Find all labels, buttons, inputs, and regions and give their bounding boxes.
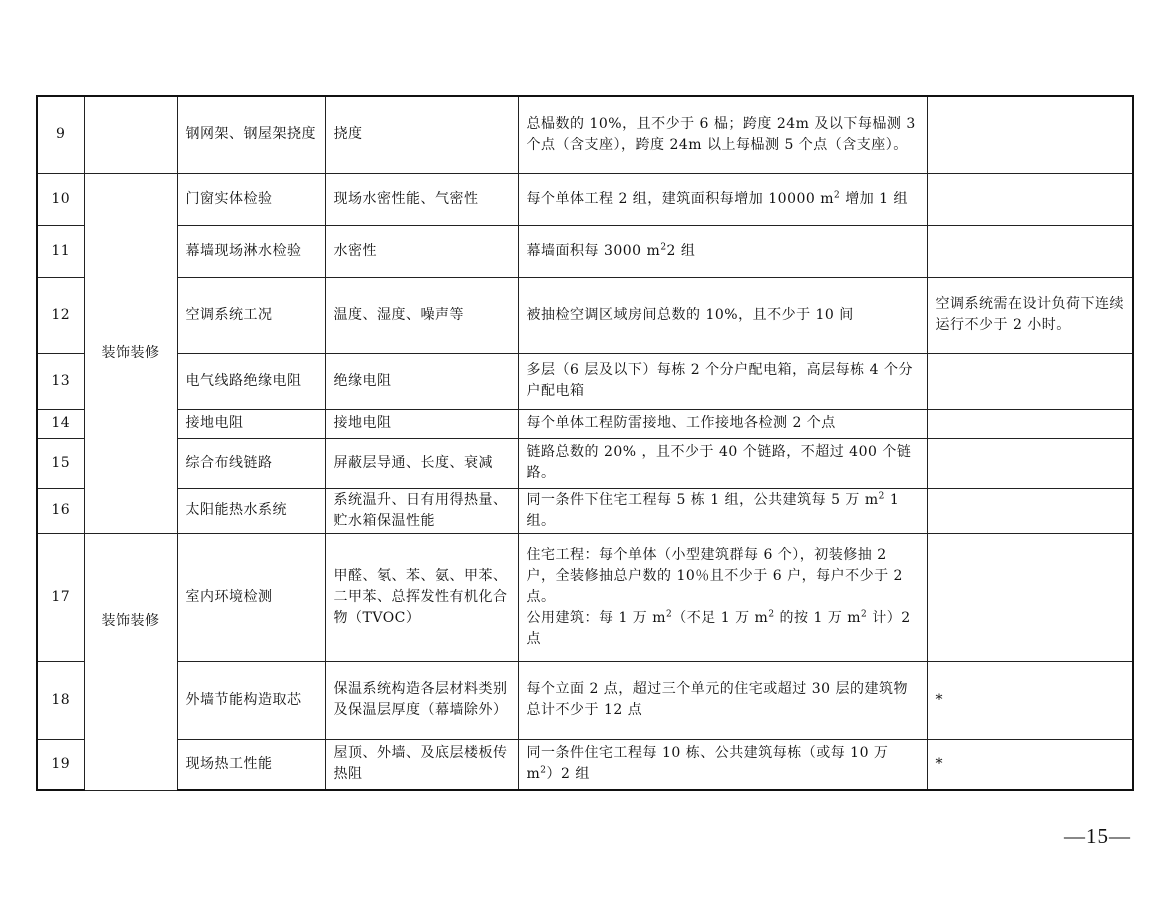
row-number: 14 [37,409,84,438]
table-row [37,438,1133,488]
table-row [37,173,1133,225]
parameter-cell: 接地电阻 [325,409,518,438]
note-cell [927,353,1133,409]
parameter-cell: 现场水密性能、气密性 [325,173,518,225]
inspection-table [36,95,1134,791]
row-number: 15 [37,438,84,488]
item-cell: 现场热工性能 [177,739,325,790]
row-number: 17 [37,533,84,661]
table-row [37,533,1133,661]
table-row [37,353,1133,409]
note-cell [927,173,1133,225]
row-number: 16 [37,488,84,533]
category-cell [84,96,177,173]
table-row [37,409,1133,438]
quantity-cell: 住宅工程：每个单体（小型建筑群每 6 个），初装修抽 2 户，全装修抽总户数的 10％且不少于 6 户，每户不少于 2 点。 公用建筑：每 1 万 $m^2$（不足 1 万 $m^2$ 的按 1 万 $m^2$ 计）2 点 [518,533,927,661]
quantity-cell: 被抽检空调区域房间总数的 10%，且不少于 10 间 [518,277,927,353]
row-number: 19 [37,739,84,790]
note-cell [927,438,1133,488]
item-cell: 钢网架、钢屋架挠度 [177,96,325,173]
category-cell: 装饰装修 [84,173,177,533]
table-row [37,225,1133,277]
row-number: 12 [37,277,84,353]
item-cell: 室内环境检测 [177,533,325,661]
row-number: 13 [37,353,84,409]
item-cell: 门窗实体检验 [177,173,325,225]
table-row [37,661,1133,739]
table-row [37,277,1133,353]
item-cell: 综合布线链路 [177,438,325,488]
parameter-cell: 挠度 [325,96,518,173]
parameter-cell: 水密性 [325,225,518,277]
table-row [37,488,1133,533]
quantity-cell: 幕墙面积每 3000 $m^22$ 组 [518,225,927,277]
quantity-cell: 链路总数的 20% ，且不少于 40 个链路，不超过 400 个链路。 [518,438,927,488]
table-row [37,739,1133,790]
note-cell: 空调系统需在设计负荷下连续运行不少于 2 小时。 [927,277,1133,353]
parameter-cell: 保温系统构造各层材料类别及保温层厚度（幕墙除外） [325,661,518,739]
note-cell: * [927,661,1133,739]
parameter-cell: 温度、湿度、噪声等 [325,277,518,353]
quantity-cell: 每个立面 2 点，超过三个单元的住宅或超过 30 层的建筑物总计不少于 12 点 [518,661,927,739]
quantity-cell: 多层（6 层及以下）每栋 2 个分户配电箱，高层每栋 4 个分户配电箱 [518,353,927,409]
item-cell: 太阳能热水系统 [177,488,325,533]
row-number: 9 [37,96,84,173]
page-number: —15— [1064,824,1131,848]
row-number: 18 [37,661,84,739]
item-cell: 电气线路绝缘电阻 [177,353,325,409]
note-cell [927,225,1133,277]
quantity-cell: 同一条件下住宅工程每 5 栋 1 组，公共建筑每 5 万 $m^2$ 1 组。 [518,488,927,533]
quantity-cell: 同一条件住宅工程每 10 栋、公共建筑每栋（或每 10 万 $m^2)2$ 组 [518,739,927,790]
quantity-cell: 每个单体工程 2 组，建筑面积每增加 10000 $m^2$ 增加 1 组 [518,173,927,225]
row-number: 11 [37,225,84,277]
note-cell [927,409,1133,438]
note-cell [927,488,1133,533]
row-number: 10 [37,173,84,225]
quantity-cell: 每个单体工程防雷接地、工作接地各检测 2 个点 [518,409,927,438]
parameter-cell: 甲醛、氡、苯、氨、甲苯、二甲苯、总挥发性有机化合物（TVOC） [325,533,518,661]
note-cell [927,533,1133,661]
parameter-cell: 屏蔽层导通、长度、衰减 [325,438,518,488]
item-cell: 幕墙现场淋水检验 [177,225,325,277]
table-row [37,96,1133,173]
parameter-cell: 系统温升、日有用得热量、贮水箱保温性能 [325,488,518,533]
item-cell: 外墙节能构造取芯 [177,661,325,739]
parameter-cell: 绝缘电阻 [325,353,518,409]
note-cell: * [927,739,1133,790]
parameter-cell: 屋顶、外墙、及底层楼板传热阻 [325,739,518,790]
quantity-cell: 总榀数的 10%，且不少于 6 榀；跨度 24m 及以下每榀测 3 个点（含支座），跨度 24m 以上每榀测 5 个点（含支座）。 [518,96,927,173]
note-cell [927,96,1133,173]
item-cell: 接地电阻 [177,409,325,438]
item-cell: 空调系统工况 [177,277,325,353]
category-cell: 装饰装修 [84,533,177,790]
